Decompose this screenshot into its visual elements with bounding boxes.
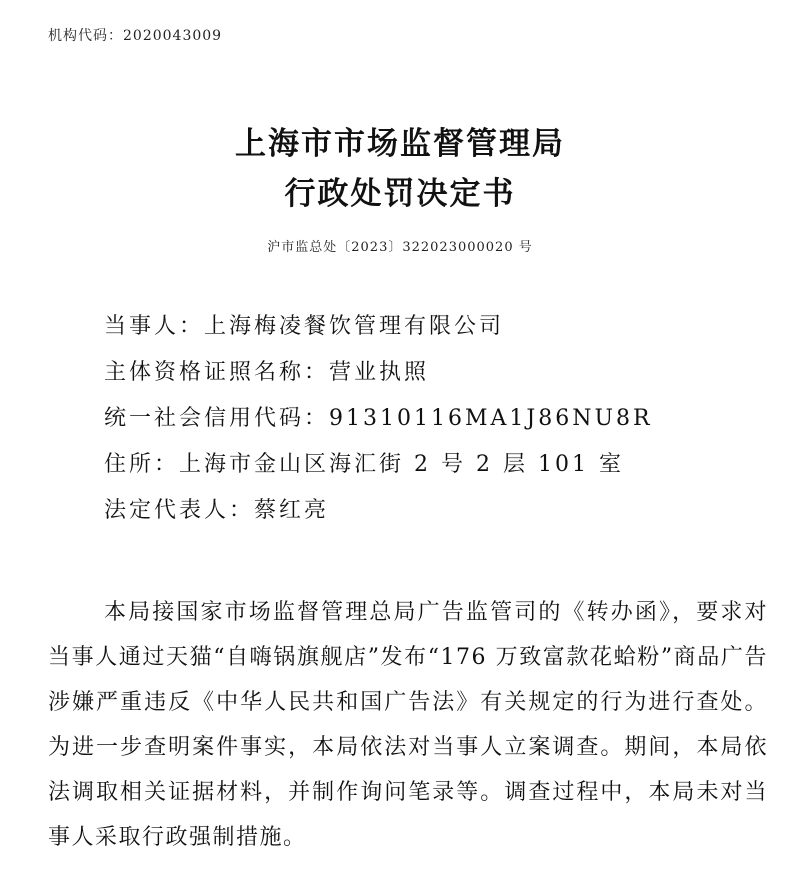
party-legal-representative: 法定代表人：蔡红亮	[104, 498, 330, 523]
party-credit-code: 统一社会信用代码：91310116MA1J86NU8R	[104, 406, 653, 431]
party-info	[104, 304, 653, 534]
issuing-authority-title: 上海市市场监督管理局	[235, 126, 565, 162]
org-code: 机构代码：2020043009	[48, 28, 223, 44]
party-qualification: 主体资格证照名称：营业执照	[104, 360, 430, 385]
party-address: 住所：上海市金山区海汇街 2 号 2 层 101 室	[104, 452, 624, 477]
case-paragraph: 本局接国家市场监督管理总局广告监管司的《转办函》，要求对当事人通过天猫“自嗨锅旗舰店”发布“176 万致富款花蛤粉”商品广告涉嫌严重违反《中华人民共和国广告法》有关规定的行为进行查处。为进一步查明案件事实，本局依法对当事人立案调查。期间，本局依法调取相关证据材料，并制作询问笔录等。调查过程中，本局未对当事人采取行政强制措施。	[48, 600, 768, 850]
document-type-title: 行政处罚决定书	[284, 176, 516, 212]
party-name: 当事人：上海梅凌餐饮管理有限公司	[104, 314, 505, 339]
document-number: 沪市监总处〔2023〕322023000020 号	[267, 240, 533, 255]
